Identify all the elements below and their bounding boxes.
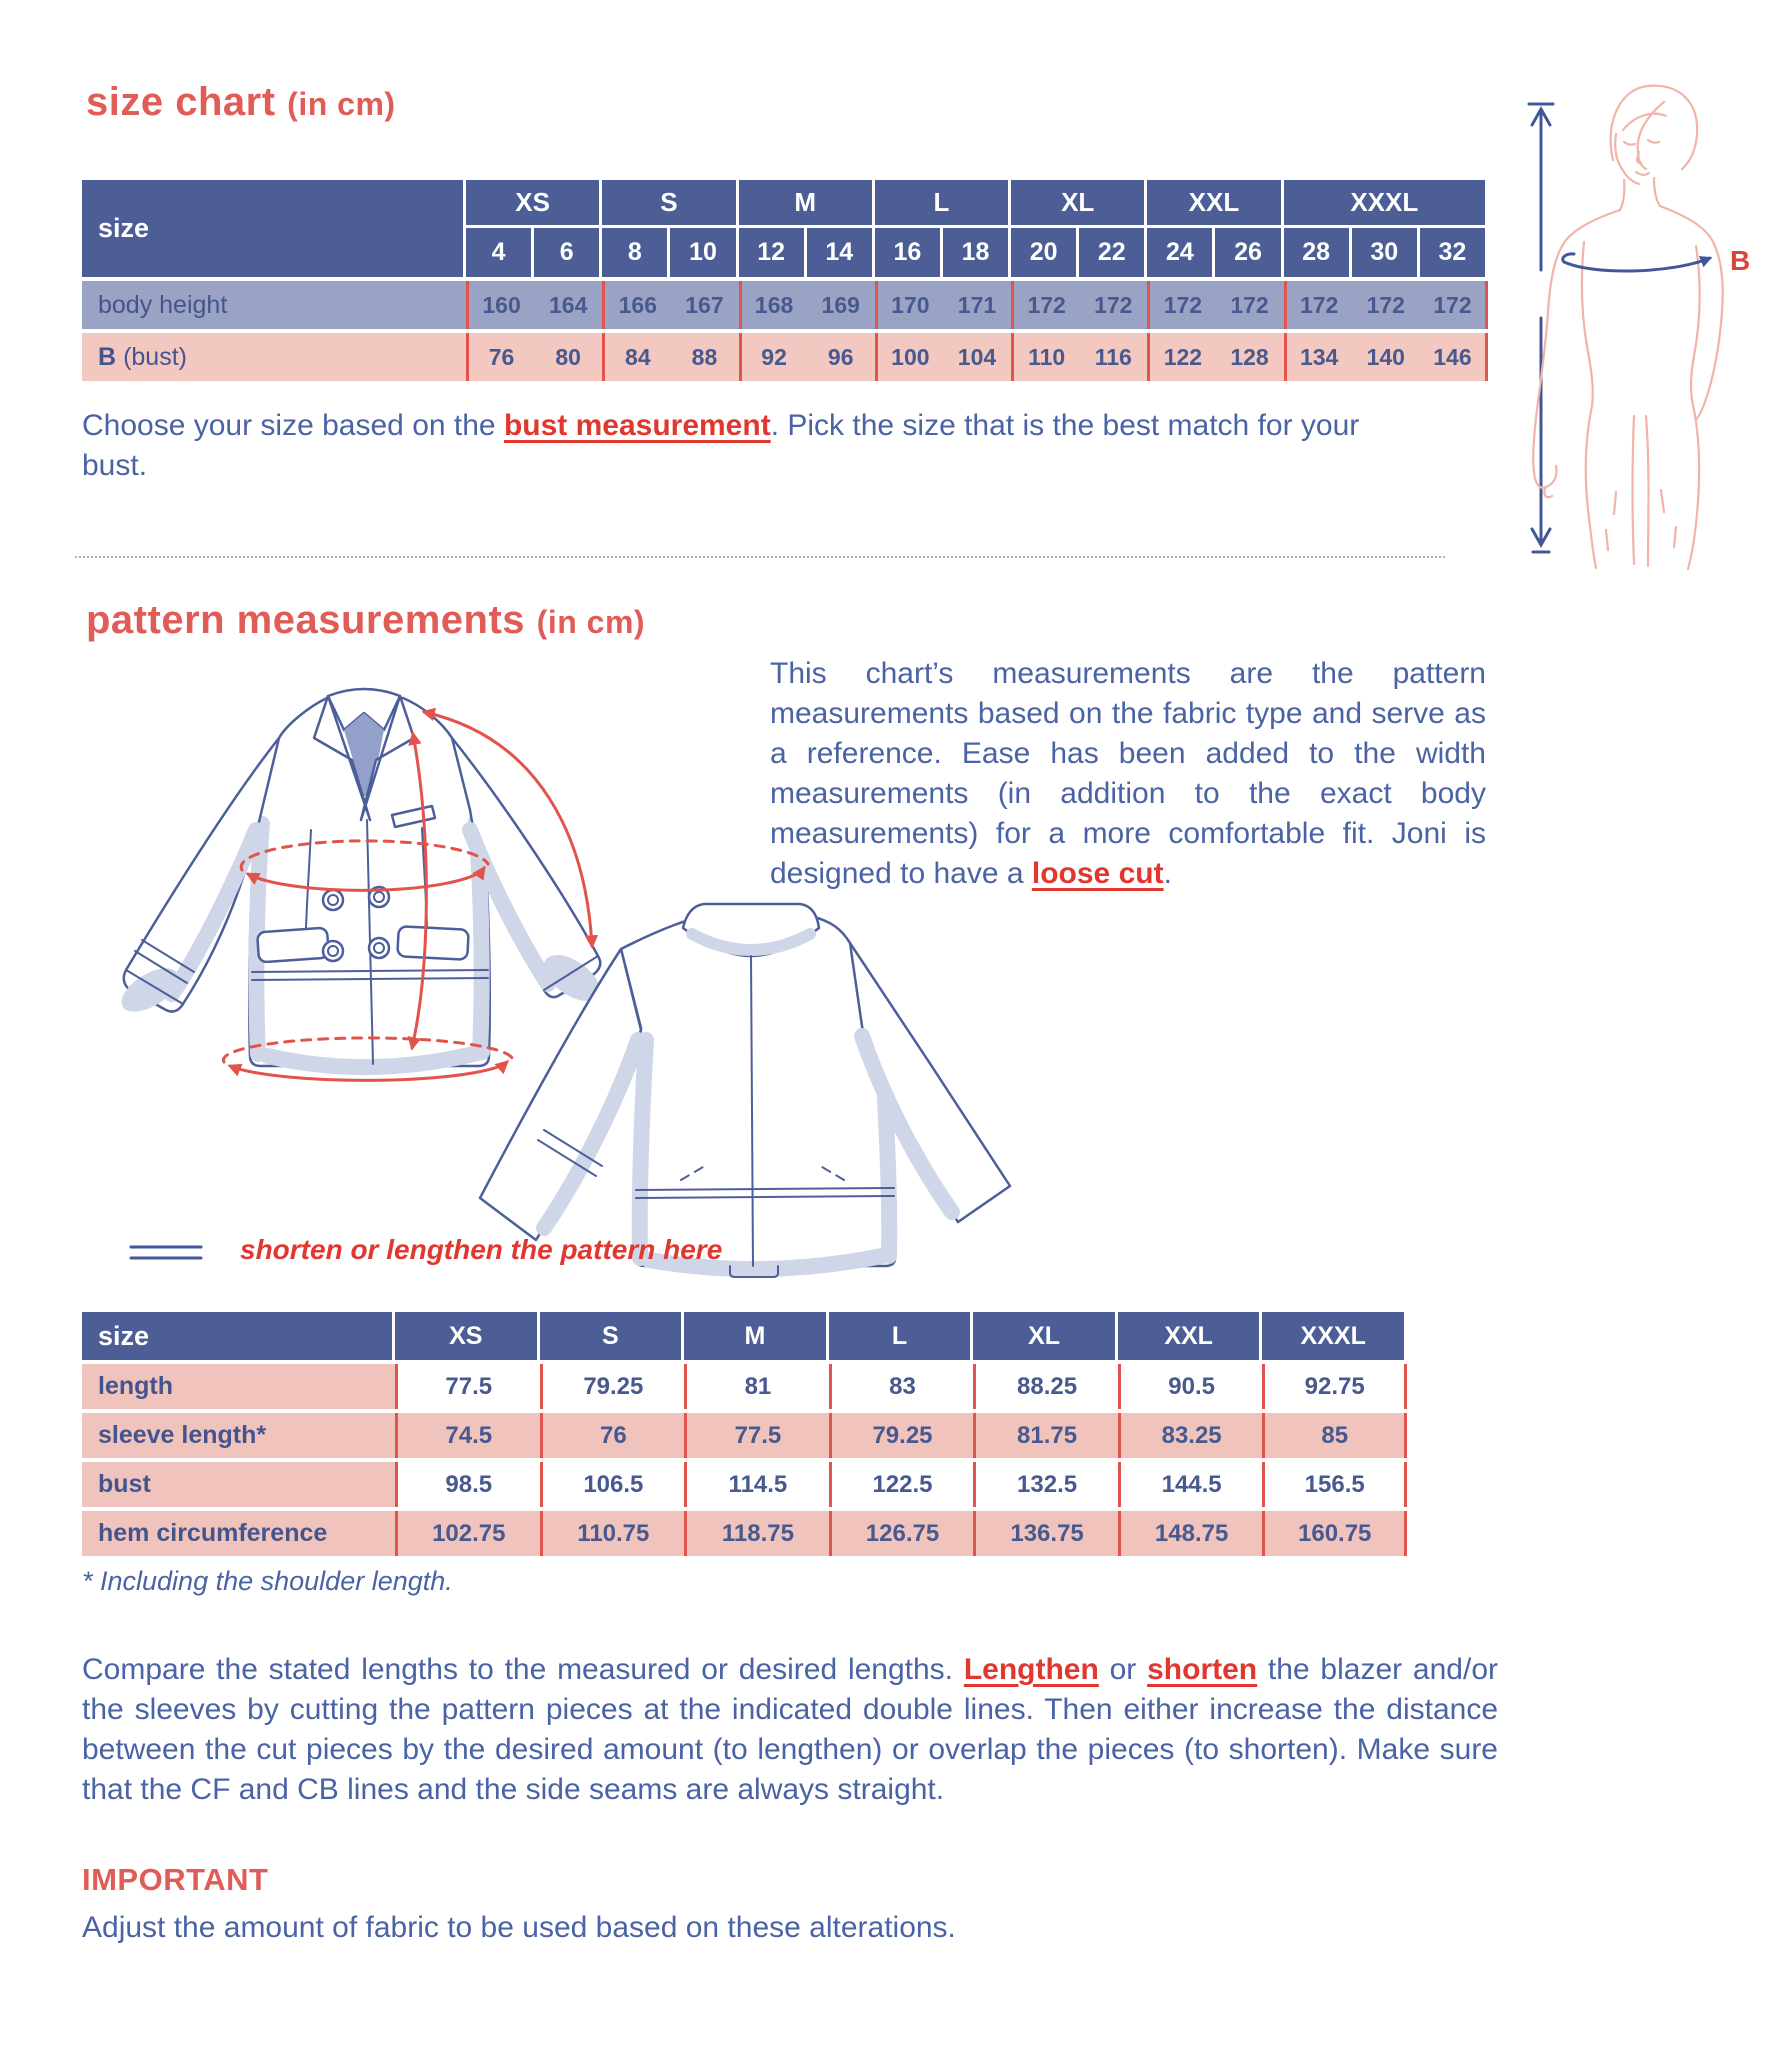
size-number-cell: 30 [1352,228,1420,277]
size-number-cell: 14 [807,228,875,277]
bust-row-label-letter: B [98,342,117,371]
bust-value-cell: 76 [466,333,534,381]
pattern-description-text: This chart’s measurements are the pattern measurements based on the fabric type and serve as a reference. Ease has been added to the width measurements (in addition to the exact body measurements) for a more comfortable fit. Joni is designed to have a [770,657,1486,890]
pattern-measurements-heading-text: pattern measurements [86,598,526,642]
alteration-paragraph [82,1650,1498,1810]
bust-measurement-value-cell: 114.5 [684,1462,829,1507]
hem-circumference-value-cell: 136.75 [973,1511,1118,1556]
size-choice-note-lead: Choose your size based on the [82,409,504,442]
length-row [82,1364,1407,1409]
section-divider [75,556,1445,558]
pattern-size-header-cell: L [829,1312,974,1360]
sleeve-length-row [82,1413,1407,1458]
body-height-value-cell: 170 [875,281,943,329]
bust-measurement-link[interactable]: bust measurement [503,409,771,442]
shoulder-length-footnote: * Including the shoulder length. [82,1566,453,1596]
pattern-table-header [82,1312,1407,1360]
bust-measurement-row-label: bust [82,1462,395,1507]
bust-value-cell: 100 [875,333,943,381]
figure-bust-label: B [1730,245,1751,276]
size-number-cell: 24 [1147,228,1215,277]
pattern-size-header-cell: XXXL [1262,1312,1407,1360]
size-chart-heading [86,80,396,125]
hem-circumference-value-cell: 160.75 [1262,1511,1407,1556]
length-value-cell: 77.5 [395,1364,540,1409]
size-group-cell: XXL [1147,180,1283,228]
body-height-value-cell: 167 [685,291,724,318]
length-row-label: length [82,1364,395,1409]
bust-row-label [82,333,466,381]
hem-circumference-value-cell: 110.75 [540,1511,685,1556]
size-chart-table-header [82,180,1488,277]
sleeve-length-value-cell: 81.75 [973,1413,1118,1458]
body-height-value-cell: 172 [1094,291,1133,318]
lengthen-link[interactable]: Lengthen [963,1653,1099,1686]
alteration-text-1: Compare the stated lengths to the measured or desired lengths. [82,1653,964,1686]
important-note: Adjust the amount of fabric to be used based on these alterations. [82,1911,956,1944]
bust-measurement-value-cell: 156.5 [1262,1462,1407,1507]
size-number-cell: 12 [739,228,807,277]
size-number-cell: 20 [1011,228,1079,277]
length-value-cell: 79.25 [540,1364,685,1409]
bust-measure-line [1564,258,1710,271]
bust-measure-line-end [1563,254,1574,262]
bust-value-cell: 104 [957,343,997,370]
hem-circumference-row [82,1511,1407,1556]
size-choice-note-tail: . Pick the size that is the best match for your bust. [82,409,1360,482]
size-chart-heading-text: size chart [86,80,276,124]
length-value-cell: 83 [829,1364,974,1409]
size-chart-table [82,180,1488,381]
hem-circumference-row-label: hem circumference [82,1511,395,1556]
bust-measurement-value-cell: 122.5 [829,1462,974,1507]
size-chart-heading-unit: (in cm) [287,86,396,122]
pattern-description-period: . [1163,857,1172,890]
bust-value-cell: 96 [827,343,854,370]
bust-row [82,333,1488,381]
hem-circumference-value-cell: 102.75 [395,1511,540,1556]
bust-value-cell: 146 [1420,333,1488,381]
bust-measurement-row [82,1462,1407,1507]
pattern-size-header-cell: XXL [1118,1312,1263,1360]
body-height-value-cell: 172 [1230,291,1269,318]
hem-circumference-value-cell: 126.75 [829,1511,974,1556]
length-value-cell: 81 [684,1364,829,1409]
body-height-value-cell: 171 [957,291,997,318]
bust-value-cell: 92 [739,333,807,381]
body-height-value-cell: 168 [739,281,807,329]
size-group-cell: XS [466,180,602,228]
alteration-text-2: or [1098,1653,1148,1686]
bust-measurement-value-cell: 132.5 [973,1462,1118,1507]
bust-figure-illustration [1496,72,1776,572]
size-chart-corner-cell: size [82,180,466,277]
bust-value-cell: 88 [691,343,718,370]
pattern-size-header-cell: XL [973,1312,1118,1360]
body-height-value-cell: 166 [602,281,670,329]
bust-row-label-rest: (bust) [123,342,187,371]
back-jacket-illustration [392,868,1082,1280]
size-number-cell: 26 [1215,228,1283,277]
size-number-cell: 8 [602,228,670,277]
bust-value-cell: 84 [602,333,670,381]
pattern-size-header-cell: XS [395,1312,540,1360]
size-number-cell: 10 [670,228,738,277]
pattern-measurements-heading [86,598,645,643]
body-height-row [82,281,1488,329]
body-height-value-cell: 172 [1366,291,1405,318]
size-number-cell: 22 [1079,228,1147,277]
bust-value-cell: 110 [1011,333,1079,381]
sleeve-length-value-cell: 76 [540,1413,685,1458]
length-value-cell: 88.25 [973,1364,1118,1409]
sleeve-length-row-label: sleeve length* [82,1413,395,1458]
hem-circumference-value-cell: 118.75 [684,1511,829,1556]
bust-value-cell: 140 [1366,343,1405,370]
pattern-measurements-table [82,1312,1407,1556]
body-height-value-cell: 172 [1011,281,1079,329]
size-group-cell: XXXL [1284,180,1488,228]
sleeve-length-value-cell: 85 [1262,1413,1407,1458]
lengthen-shorten-legend: shorten or lengthen the pattern here [240,1234,723,1265]
body-height-value-cell: 172 [1147,281,1215,329]
body-height-row-label: body height [98,290,228,319]
pattern-measurements-heading-unit: (in cm) [536,604,646,640]
size-group-cell: L [875,180,1011,228]
body-height-value-cell: 169 [821,291,860,318]
sleeve-length-value-cell: 74.5 [395,1413,540,1458]
pattern-description [770,654,1486,894]
woman-silhouette [1533,86,1722,569]
bust-value-cell: 128 [1230,343,1269,370]
sleeve-length-value-cell: 77.5 [684,1413,829,1458]
size-number-cell: 16 [875,228,943,277]
hem-circumference-value-cell: 148.75 [1118,1511,1263,1556]
length-value-cell: 92.75 [1262,1364,1407,1409]
pattern-size-header-cell: S [540,1312,685,1360]
pattern-table-corner-cell: size [82,1312,395,1360]
bust-value-cell: 80 [555,343,581,370]
size-number-cell: 18 [943,228,1011,277]
alteration-text-3: the blazer and/or the sleeves by cutting the pattern pieces at the indicated double lines. Then either increase the distance between the cut pieces by the desired amount (to lengthen) or overlap the pieces (to shorten). Make sure that the CF and CB lines and the side seams are always straight. [82,1653,1499,1806]
size-number-cell: 4 [466,228,534,277]
bust-value-cell: 122 [1147,333,1215,381]
bust-measurement-value-cell: 144.5 [1118,1462,1263,1507]
bust-measurement-value-cell: 106.5 [540,1462,685,1507]
bust-measurement-value-cell: 98.5 [395,1462,540,1507]
important-heading: IMPORTANT [82,1862,269,1897]
pattern-size-header-cell: M [684,1312,829,1360]
size-number-cell: 28 [1284,228,1352,277]
shorten-link[interactable]: shorten [1147,1653,1258,1686]
body-height-value-cell: 160 [466,281,534,329]
bust-value-cell: 116 [1094,343,1132,370]
bust-value-cell: 134 [1284,333,1352,381]
size-choice-note [82,406,1362,486]
size-group-cell: S [602,180,738,228]
body-height-value-cell: 172 [1284,281,1352,329]
size-number-cell: 32 [1420,228,1488,277]
loose-cut-link[interactable]: loose cut [1031,857,1164,890]
body-height-value-cell: 164 [549,291,588,318]
body-height-value-cell: 172 [1420,281,1488,329]
size-group-cell: M [739,180,875,228]
sleeve-length-value-cell: 79.25 [829,1413,974,1458]
size-number-cell: 6 [534,228,602,277]
size-group-cell: XL [1011,180,1147,228]
double-line-icon [128,1242,208,1264]
length-value-cell: 90.5 [1118,1364,1263,1409]
sleeve-length-value-cell: 83.25 [1118,1413,1263,1458]
